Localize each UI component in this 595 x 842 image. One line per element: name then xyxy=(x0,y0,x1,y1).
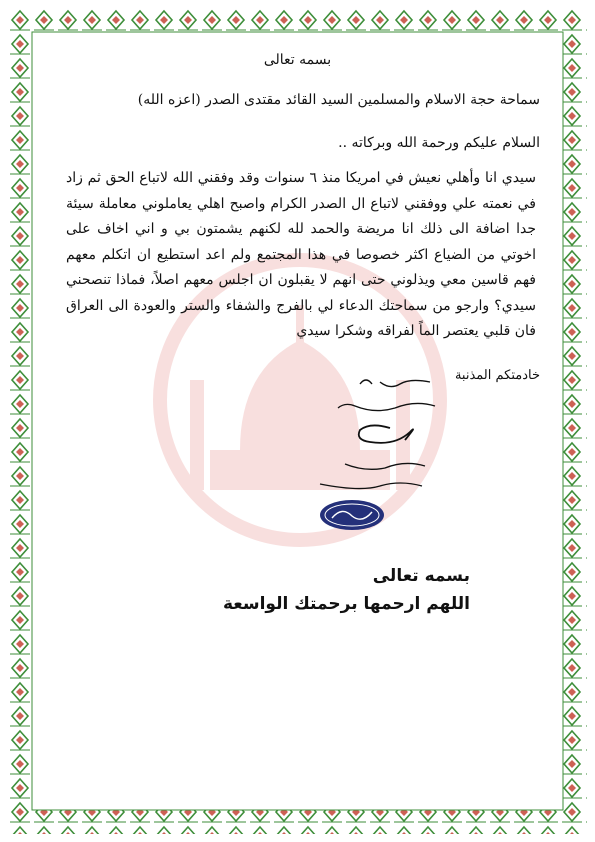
seal-stamp-icon xyxy=(318,498,386,532)
letter-greeting: السلام عليكم ورحمة الله وبركاته .. xyxy=(338,135,540,151)
reply-prayer: اللهم ارحمها برحمتك الواسعة xyxy=(222,594,470,614)
reply-heading: بسمه تعالى xyxy=(372,566,470,586)
letter-body: سيدي انا وأهلي نعيش في امريكا منذ ٦ سنوات وقد وفقني الله لاتباع الحق ثم زاد في نعمته علي ووفقني لاتباع ال الصدر الكرام واصبح اهلي يعاملوني معاملة سيئة جدا اضافة الى ذلك انا مريضة والحمد لله لكنهم يشمتون بي و اني اخاف على اخوتي من الضياع اكثر خصوصا في هذا المجتمع ولم اعد استطيع ان اتكلم معهم فهم قاسين معي ويذلوني حتى انهم لا يقبلون ان اجلس معهم اصلاً، فماذا تنصحني سيدي؟ وارجو من سماحتك الدعاء لي بالفرج والشفاء والستر والعودة الى العراق فان قلبي يعتصر الماً لفراقه وشكرا سيدي xyxy=(66,170,536,339)
letter-heading: بسمه تعالى xyxy=(263,52,332,68)
letter-closing: خادمتكم المذنبة xyxy=(454,368,540,383)
letter-address: سماحة حجة الاسلام والمسلمين السيد القائد مقتدى الصدر (اعزه الله) xyxy=(137,92,540,108)
